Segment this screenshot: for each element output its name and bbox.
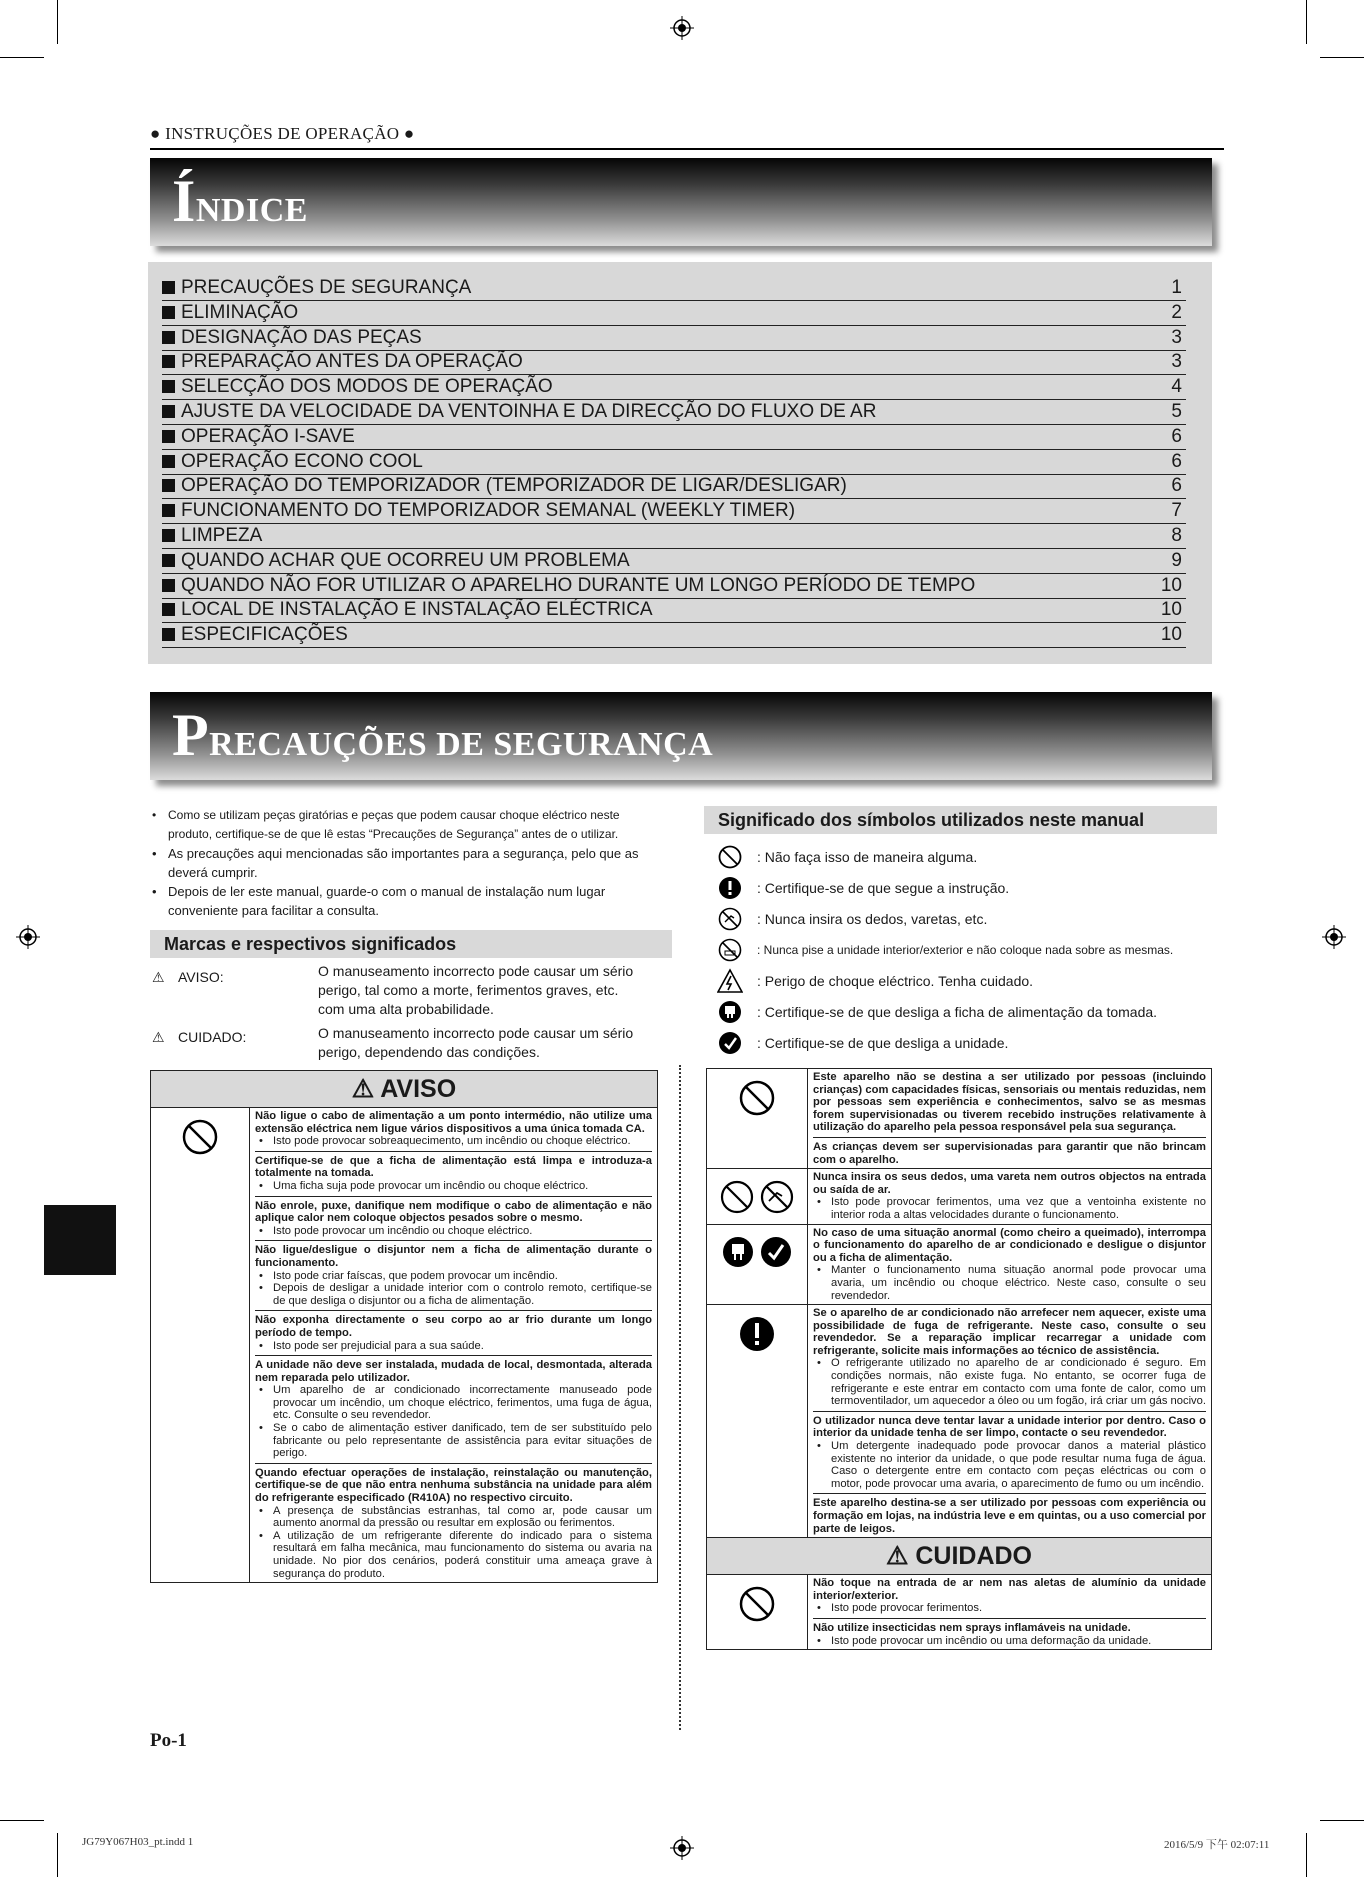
toc-item-label: QUANDO NÃO FOR UTILIZAR O APARELHO DURANTE UM LONGO PERÍODO DE TEMPO bbox=[181, 574, 976, 596]
toc-item-page: 4 bbox=[1171, 376, 1182, 398]
mark-aviso bbox=[152, 963, 662, 1024]
warning-block bbox=[255, 1463, 652, 1580]
aviso-table-left bbox=[150, 1070, 658, 1583]
square-bullet-icon bbox=[162, 430, 175, 443]
warning-title: Este aparelho destina-se a ser utilizado por pessoas com experiência ou formação em lojas, na indústria leve e em quintas, ou a uso comercial por parte de leigos. bbox=[813, 1497, 1206, 1535]
toc-item[interactable] bbox=[162, 450, 1186, 475]
warning-title: Este aparelho não se destina a ser utilizado por pessoas (incluindo crianças) com capacidades físicas, sensoriais ou mentais reduzidas, nem por pessoas sem experiência e conhecimentos, salvo se as mesmas forem supervisionadas ou tiverem recebido instruções relativamente à utilização do aparelho pela pessoa responsável pela sua segurança. bbox=[813, 1071, 1206, 1134]
intro-item: • Como se utilizam peças giratórias e peças que podem causar choque eléctrico neste produto, certifique-se de que lê estas “Precauções de Segurança” antes de o utilizar. bbox=[150, 806, 660, 844]
warning-row bbox=[707, 1069, 1212, 1169]
toc-item[interactable] bbox=[162, 375, 1186, 400]
toc-item-page: 10 bbox=[1160, 624, 1182, 646]
warning-bullet: • Um aparelho de ar condicionado incorrectamente manuseado pode provocar um incêndio, um choque eléctrico, ferimentos, uma fuga de água, etc. Consulte o seu revendedor. bbox=[255, 1384, 652, 1422]
toc-item-page: 10 bbox=[1160, 574, 1182, 596]
warning-bullet: • Isto pode ser prejudicial para a sua saúde. bbox=[255, 1340, 652, 1353]
mark-cuidado bbox=[152, 1025, 662, 1068]
aviso-header: ⚠ AVISO bbox=[151, 1071, 658, 1108]
warning-text-cell bbox=[808, 1224, 1212, 1305]
symbol-row bbox=[717, 1030, 1237, 1056]
footer-file: JG79Y067H03_pt.indd 1 bbox=[82, 1836, 194, 1848]
warning-title: Nunca insira os seus dedos, uma vareta nem outros objectos na entrada ou saída de ar. bbox=[813, 1171, 1206, 1196]
warning-icon-cell bbox=[707, 1169, 808, 1224]
toc-item-page: 7 bbox=[1171, 500, 1182, 522]
warning-bullet: • Se o cabo de alimentação estiver danificado, tem de ser substituído pelo fabricante ou pelo representante de assistência para evitar situações de perigo. bbox=[255, 1422, 652, 1460]
square-bullet-icon bbox=[162, 603, 175, 616]
toc-item-label: OPERAÇÃO ECONO COOL bbox=[181, 450, 423, 472]
toc-item[interactable] bbox=[162, 301, 1186, 326]
square-bullet-icon bbox=[162, 504, 175, 517]
mark-label: AVISO: bbox=[178, 969, 224, 985]
symbol-row bbox=[717, 999, 1237, 1025]
toc-item-page: 2 bbox=[1171, 301, 1182, 323]
toc-item[interactable] bbox=[162, 549, 1186, 574]
symbol-row bbox=[717, 906, 1237, 932]
registration-mark-icon bbox=[16, 925, 40, 949]
safety-banner bbox=[150, 692, 1212, 780]
marks-list bbox=[152, 963, 662, 1068]
square-bullet-icon bbox=[162, 331, 175, 344]
crop-mark bbox=[0, 1820, 44, 1821]
symbol-text: : Certifique-se de que segue a instrução. bbox=[757, 880, 1010, 896]
warning-bullet: • O refrigerante utilizado no aparelho de ar condicionado é seguro. Em condições normais, não existe fuga. No entanto, se ocorrer fuga de refrigerante e este entrar em contacto com uma fonte de calor, como um termoventilador, um aquecedor a óleo ou um fogão, irá criar um gás nocivo. bbox=[813, 1357, 1206, 1407]
warning-title: Não enrole, puxe, danifique nem modifique o cabo de alimentação e não aplique calor nem coloque objectos pesados sobre o mesmo. bbox=[255, 1199, 652, 1225]
no-fingers-icon bbox=[759, 1179, 795, 1215]
toc-item[interactable] bbox=[162, 499, 1186, 524]
prohibited-icon bbox=[719, 1179, 755, 1215]
warning-triangle-icon: ⚠ bbox=[152, 1029, 165, 1045]
toc-item-page: 6 bbox=[1171, 450, 1182, 472]
prohibited-icon bbox=[151, 1108, 250, 1583]
toc-item[interactable] bbox=[162, 425, 1186, 450]
crop-mark bbox=[1320, 1820, 1364, 1821]
warning-row bbox=[707, 1169, 1212, 1224]
warning-triangle-icon: ⚠ bbox=[152, 969, 165, 985]
toc-item-page: 3 bbox=[1171, 326, 1182, 348]
warning-icon-cell bbox=[707, 1305, 808, 1538]
cuidado-header: ⚠ CUIDADO bbox=[707, 1538, 1212, 1575]
toc-item-page: 8 bbox=[1171, 525, 1182, 546]
symbol-text: : Não faça isso de maneira alguma. bbox=[757, 849, 978, 865]
index-banner bbox=[150, 158, 1212, 246]
warning-block bbox=[255, 1110, 652, 1148]
toc-item-label: SELECÇÃO DOS MODOS DE OPERAÇÃO bbox=[181, 376, 553, 398]
warning-block bbox=[255, 1240, 652, 1307]
warning-text-cell bbox=[808, 1169, 1212, 1224]
warning-icon-cell bbox=[707, 1224, 808, 1305]
toc-item-label: LIMPEZA bbox=[181, 525, 263, 546]
symbol-row bbox=[717, 937, 1237, 963]
prohibited-icon bbox=[707, 1575, 808, 1650]
warning-bullet: • A presença de substâncias estranhas, tal como ar, pode causar um aumento anormal da pressão ou resultar em explosão ou ferimentos. bbox=[255, 1505, 652, 1530]
crop-mark bbox=[57, 1833, 58, 1877]
prohibited-icon bbox=[717, 844, 743, 870]
toc-item[interactable] bbox=[162, 623, 1186, 648]
warning-title: As crianças devem ser supervisionadas para garantir que não brincam com o aparelho. bbox=[813, 1140, 1206, 1166]
warning-title: Quando efectuar operações de instalação, reinstalação ou manutenção, certifique-se de que não entra nenhuma substância na unidade para além do refrigerante especificado (R410A) no respectivo circuito. bbox=[255, 1466, 652, 1505]
square-bullet-icon bbox=[162, 281, 175, 294]
toc-item[interactable] bbox=[162, 524, 1186, 549]
crop-mark bbox=[0, 57, 44, 58]
warning-block bbox=[813, 1071, 1206, 1134]
toc-item[interactable] bbox=[162, 350, 1186, 375]
running-header: ● INSTRUÇÕES DE OPERAÇÃO ● bbox=[150, 124, 415, 143]
warning-bullet: • Isto pode provocar ferimentos, uma vez que a ventoinha existente no interior roda a altas velocidades durante o funcionamento. bbox=[813, 1196, 1206, 1221]
table-of-contents bbox=[148, 262, 1212, 664]
toc-item-page: 1 bbox=[1171, 277, 1182, 298]
warning-title: O utilizador nunca deve tentar lavar a unidade interior por dentro. Caso o interior da unidade tenha de ser limpo, contacte o seu revendedor. bbox=[813, 1414, 1206, 1440]
square-bullet-icon bbox=[162, 529, 175, 542]
toc-item-label: ELIMINAÇÃO bbox=[181, 301, 299, 323]
crop-mark bbox=[1320, 57, 1364, 58]
square-bullet-icon bbox=[162, 579, 175, 592]
toc-item[interactable] bbox=[162, 474, 1186, 499]
warning-bullet: • Depois de desligar a unidade interior com o controlo remoto, certifique-se de que desliga o disjuntor ou a ficha de alimentação. bbox=[255, 1282, 652, 1307]
toc-item-label: QUANDO ACHAR QUE OCORREU UM PROBLEMA bbox=[181, 549, 630, 571]
registration-mark-icon bbox=[670, 1836, 694, 1860]
warning-block bbox=[255, 1151, 652, 1193]
toc-item[interactable] bbox=[162, 276, 1186, 301]
footer-date: 2016/5/9 下午 02:07:11 bbox=[1164, 1839, 1270, 1851]
warning-title: Não exponha directamente o seu corpo ao ar frio durante um longo período de tempo. bbox=[255, 1314, 652, 1339]
warning-block bbox=[813, 1307, 1206, 1408]
warning-row bbox=[707, 1224, 1212, 1305]
warning-title: Não toque na entrada de ar nem nas aletas de alumínio da unidade interior/exterior. bbox=[813, 1577, 1206, 1602]
header-rule bbox=[150, 148, 1224, 150]
index-title: ÍNDICE bbox=[172, 168, 308, 234]
warning-bullet: • Isto pode provocar um incêndio ou choque eléctrico. bbox=[255, 1225, 652, 1238]
warning-text-cell bbox=[808, 1069, 1212, 1169]
symbols-heading: Significado dos símbolos utilizados neste manual bbox=[704, 806, 1217, 834]
toc-item[interactable] bbox=[162, 400, 1186, 425]
warning-block bbox=[813, 1137, 1206, 1166]
warning-title: Não ligue/desligue o disjuntor nem a ficha de alimentação durante o funcionamento. bbox=[255, 1244, 652, 1269]
symbol-text: : Nunca pise a unidade interior/exterior e não coloque nada sobre as mesmas. bbox=[757, 943, 1174, 957]
symbol-text: : Certifique-se de que desliga a unidade. bbox=[757, 1035, 1009, 1051]
toc-item-label: ESPECIFICAÇÕES bbox=[181, 624, 348, 646]
warning-row bbox=[707, 1305, 1212, 1538]
warning-bullet: • Isto pode provocar sobreaquecimento, um incêndio ou choque eléctrico. bbox=[255, 1135, 652, 1148]
toc-item-label: DESIGNAÇÃO DAS PEÇAS bbox=[181, 326, 422, 348]
toc-item-label: OPERAÇÃO DO TEMPORIZADOR (TEMPORIZADOR DE LIGAR/DESLIGAR) bbox=[181, 475, 847, 497]
warning-block bbox=[813, 1577, 1206, 1615]
crop-mark bbox=[1306, 1833, 1307, 1877]
crop-mark bbox=[57, 0, 58, 44]
square-bullet-icon bbox=[162, 554, 175, 567]
toc-item-label: FUNCIONAMENTO DO TEMPORIZADOR SEMANAL (WEEKLY TIMER) bbox=[181, 500, 796, 522]
toc-item[interactable] bbox=[162, 598, 1186, 623]
square-bullet-icon bbox=[162, 380, 175, 393]
toc-item-label: AJUSTE DA VELOCIDADE DA VENTOINHA E DA DIRECÇÃO DO FLUXO DE AR bbox=[181, 401, 877, 422]
square-bullet-icon bbox=[162, 479, 175, 492]
mark-label: CUIDADO: bbox=[178, 1029, 247, 1045]
toc-item-page: 6 bbox=[1171, 475, 1182, 497]
mandatory-icon bbox=[738, 1315, 776, 1353]
safety-title: PRECAUÇÕES DE SEGURANÇA bbox=[172, 702, 714, 768]
symbol-row bbox=[717, 968, 1237, 994]
crop-mark bbox=[1306, 0, 1307, 44]
toc-item-page: 9 bbox=[1171, 549, 1182, 571]
symbol-row bbox=[717, 844, 1237, 870]
switch-off-icon bbox=[759, 1235, 793, 1269]
toc-item-page: 5 bbox=[1171, 401, 1182, 422]
unplug-icon bbox=[721, 1235, 755, 1269]
warning-bullet: • Isto pode provocar um incêndio ou uma deformação da unidade. bbox=[813, 1635, 1206, 1648]
square-bullet-icon bbox=[162, 455, 175, 468]
warning-block bbox=[255, 1355, 652, 1460]
aviso-table-right bbox=[706, 1068, 1212, 1650]
toc-item-page: 10 bbox=[1160, 599, 1182, 621]
toc-item-label: OPERAÇÃO I-SAVE bbox=[181, 425, 355, 447]
warning-bullet: • Isto pode criar faíscas, que podem provocar um incêndio. bbox=[255, 1270, 652, 1283]
warning-block bbox=[255, 1310, 652, 1352]
warning-bullet: • Manter o funcionamento numa situação anormal pode provocar uma avaria, um incêndio ou choque eléctrico. Neste caso, consulte o seu revendedor. bbox=[813, 1264, 1206, 1302]
intro-list bbox=[150, 806, 660, 920]
square-bullet-icon bbox=[162, 405, 175, 418]
toc-item-label: PRECAUÇÕES DE SEGURANÇA bbox=[181, 277, 472, 298]
section-tab bbox=[44, 1205, 116, 1275]
symbol-text: : Certifique-se de que desliga a ficha de alimentação da tomada. bbox=[757, 1004, 1158, 1020]
warning-block bbox=[813, 1171, 1206, 1221]
mark-desc: O manuseamento incorrecto pode causar um sério perigo, dependendo das condições. bbox=[318, 1025, 634, 1060]
warning-block bbox=[813, 1493, 1206, 1535]
marks-heading: Marcas e respectivos significados bbox=[150, 930, 672, 958]
intro-item: • As precauções aqui mencionadas são importantes para a segurança, pelo que as deverá cumprir. bbox=[150, 844, 660, 882]
warning-title: Não utilize insecticidas nem sprays inflamáveis na unidade. bbox=[813, 1621, 1131, 1634]
warning-title: A unidade não deve ser instalada, mudada de local, desmontada, alterada nem reparada pelo utilizador. bbox=[255, 1359, 652, 1384]
symbol-text: : Perigo de choque eléctrico. Tenha cuidado. bbox=[757, 973, 1034, 989]
warning-bullet: • Um detergente inadequado pode provocar danos a material plástico existente no interior da unidade, o que pode resultar numa fuga de água. Caso o detergente entre em contacto com peças eléctricas ou com o motor, pode provocar uma avaria, o aparecimento de fumo ou um incêndio. bbox=[813, 1440, 1206, 1490]
warning-title: Certifique-se de que a ficha de alimentação está limpa e introduza-a totalmente na tomada. bbox=[255, 1154, 652, 1180]
warning-icon-cell bbox=[707, 1069, 808, 1169]
electric-shock-icon bbox=[717, 968, 743, 994]
warning-bullet: • A utilização de um refrigerante diferente do indicado para o sistema resultará em falha mecânica, mau funcionamento do sistema ou avaria na unidade. No pior dos cenários, poderá constituir uma ameaça grave à segurança do produto. bbox=[255, 1530, 652, 1580]
toc-item-label: PREPARAÇÃO ANTES DA OPERAÇÃO bbox=[181, 351, 523, 373]
warning-block bbox=[813, 1411, 1206, 1491]
no-step-icon bbox=[717, 937, 743, 963]
square-bullet-icon bbox=[162, 306, 175, 319]
switch-off-icon bbox=[717, 1030, 743, 1056]
mark-desc: O manuseamento incorrecto pode causar um sério perigo, tal como a morte, ferimentos graves, etc. com uma alta probabilidade. bbox=[318, 963, 634, 1017]
warning-text-cell bbox=[808, 1305, 1212, 1538]
warning-title: Não ligue o cabo de alimentação a um ponto intermédio, não utilize uma extensão eléctrica nem ligue vários dispositivos a uma única tomada CA. bbox=[255, 1110, 652, 1135]
no-fingers-icon bbox=[717, 906, 743, 932]
toc-item-page: 6 bbox=[1171, 425, 1182, 447]
page-number: Po-1 bbox=[150, 1730, 187, 1751]
warning-block bbox=[813, 1618, 1206, 1647]
mandatory-icon bbox=[717, 875, 743, 901]
toc-item[interactable] bbox=[162, 326, 1186, 351]
warning-block bbox=[255, 1196, 652, 1238]
square-bullet-icon bbox=[162, 355, 175, 368]
column-divider bbox=[679, 1065, 681, 1730]
symbol-text: : Nunca insira os dedos, varetas, etc. bbox=[757, 911, 988, 927]
square-bullet-icon bbox=[162, 628, 175, 641]
registration-mark-icon bbox=[670, 16, 694, 40]
warning-block bbox=[813, 1227, 1206, 1303]
warning-title: Se o aparelho de ar condicionado não arrefecer nem aquecer, existe uma possibilidade de fuga de refrigerante. Neste caso, consulte o seu revendedor. Se a reparação implicar recarregar a unidade com refrigerante, solicite mais informações ao técnico de assistência. bbox=[813, 1307, 1206, 1357]
warning-bullet: • Uma ficha suja pode provocar um incêndio ou choque eléctrico. bbox=[255, 1180, 652, 1193]
intro-item: • Depois de ler este manual, guarde-o com o manual de instalação num lugar conveniente para facilitar a consulta. bbox=[150, 882, 660, 920]
toc-item-page: 3 bbox=[1171, 351, 1182, 373]
warning-bullet: • Isto pode provocar ferimentos. bbox=[813, 1602, 1206, 1615]
prohibited-icon bbox=[738, 1079, 776, 1117]
toc-item-label: LOCAL DE INSTALAÇÃO E INSTALAÇÃO ELÉCTRICA bbox=[181, 599, 653, 621]
registration-mark-icon bbox=[1322, 925, 1346, 949]
toc-item[interactable] bbox=[162, 574, 1186, 599]
symbol-row bbox=[717, 875, 1237, 901]
unplug-icon bbox=[717, 999, 743, 1025]
warning-title: No caso de uma situação anormal (como cheiro a queimado), interrompa o funcionamento do aparelho de ar condicionado e desligue o disjuntor ou a ficha de alimentação. bbox=[813, 1226, 1206, 1264]
